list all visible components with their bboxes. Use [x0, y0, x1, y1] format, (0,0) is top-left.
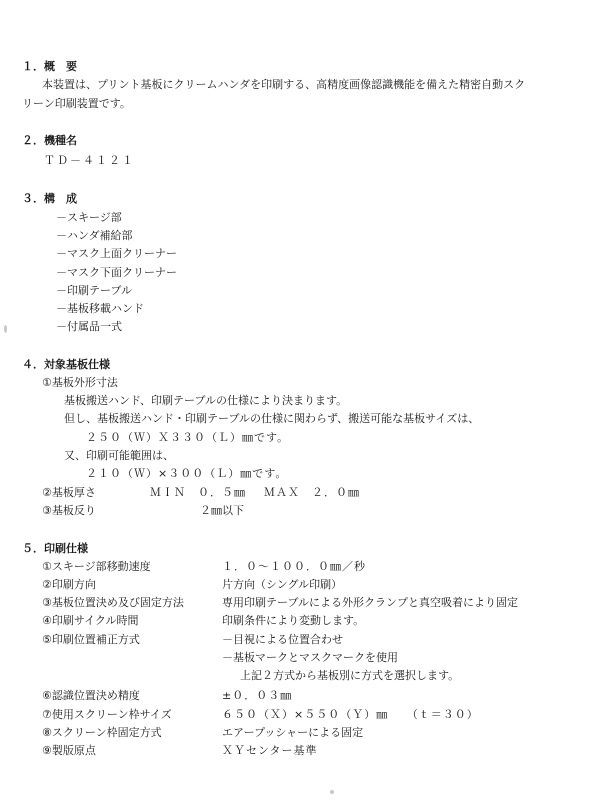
spec-label: ⑦使用スクリーン枠サイズ — [42, 708, 172, 721]
section-1-body-line: 本装置は、プリント基板にクリームハンダを印刷する、高精度画像認識機能を備えた精密自動スク — [42, 78, 526, 91]
spec-value: 上記２方式から基板別に方式を選択します。 — [240, 669, 460, 682]
scan-speck — [330, 790, 334, 794]
section-3-heading: ３．構 成 — [22, 192, 77, 205]
scan-speck — [4, 325, 7, 333]
spec-label: ⑤印刷位置補正方式 — [42, 633, 140, 646]
spec-label: ④印刷サイクル時間 — [42, 614, 139, 627]
component-item: －ハンダ補給部 — [56, 229, 133, 242]
spec-text-line: 基板搬送ハンド、印刷テーブルの仕様により決まります。 — [64, 394, 348, 407]
component-item: －基板移載ハンド — [56, 302, 144, 315]
spec-text-line: 又、印刷可能範囲は、 — [64, 449, 174, 462]
spec-value: エアープッシャーによる固定 — [222, 726, 364, 739]
spec-value: １．０～１００．０㎜／秒 — [222, 560, 366, 573]
spec-label: ②印刷方向 — [42, 578, 96, 591]
component-item: －スキージ部 — [56, 211, 122, 224]
component-item: －マスク下面クリーナー — [56, 266, 177, 279]
spec-text-line: ２１０（Ｗ）×３００（Ｌ）㎜です。 — [86, 467, 288, 480]
spec-text-line: ２５０（Ｗ）Ｘ３３０（Ｌ）㎜です。 — [86, 431, 290, 444]
spec-label: ⑧スクリーン枠固定方式 — [42, 726, 162, 739]
spec-value: 片方向（シングル印刷） — [222, 578, 343, 591]
thickness-min: ＭＩＮ ０．５㎜ — [150, 486, 246, 499]
section-1-body-line: リーン印刷装置です。 — [22, 97, 131, 110]
thickness-max: ＭＡＸ ２．０㎜ — [264, 486, 360, 499]
section-1-heading: １．概 要 — [22, 60, 77, 73]
component-item: －マスク上面クリーナー — [56, 247, 177, 260]
thickness-label: ②基板厚さ — [42, 486, 96, 499]
section-2-heading: ２．機種名 — [22, 134, 77, 147]
spec-value: 印刷条件により変動します。 — [222, 614, 365, 627]
component-item: －印刷テーブル — [56, 284, 133, 297]
spec-label: ③基板位置決め及び固定方法 — [42, 596, 184, 609]
spec-value: ＸＹセンター基準 — [222, 744, 318, 757]
spec-label: ①スキージ部移動速度 — [42, 560, 151, 573]
spec-value: ±０．０３㎜ — [222, 689, 293, 702]
subsection-heading: ①基板外形寸法 — [42, 376, 118, 389]
section-5-heading: ５．印刷仕様 — [22, 542, 88, 555]
section-4-heading: ４．対象基板仕様 — [22, 358, 110, 371]
spec-text-line: 但し、基板搬送ハンド・印刷テーブルの仕様に関わらず、搬送可能な基板サイズは、 — [64, 412, 480, 425]
model-number: ＴＤ－４１２１ — [44, 154, 135, 167]
warp-value: ２㎜以下 — [200, 504, 244, 517]
spec-value: 専用印刷テーブルによる外形クランプと真空吸着により固定 — [222, 596, 519, 609]
spec-value: －基板マークとマスクマークを使用 — [222, 651, 398, 664]
spec-value: －目視による位置合わせ — [222, 633, 343, 646]
spec-value: ６５０（Ｘ）×５５０（Ｙ）㎜ （ｔ＝３０） — [222, 708, 479, 721]
spec-label: ⑥認識位置決め精度 — [42, 689, 140, 702]
warp-label: ③基板反り — [42, 504, 96, 517]
spec-label: ⑨製版原点 — [42, 744, 96, 757]
component-item: －付属品一式 — [56, 320, 122, 333]
